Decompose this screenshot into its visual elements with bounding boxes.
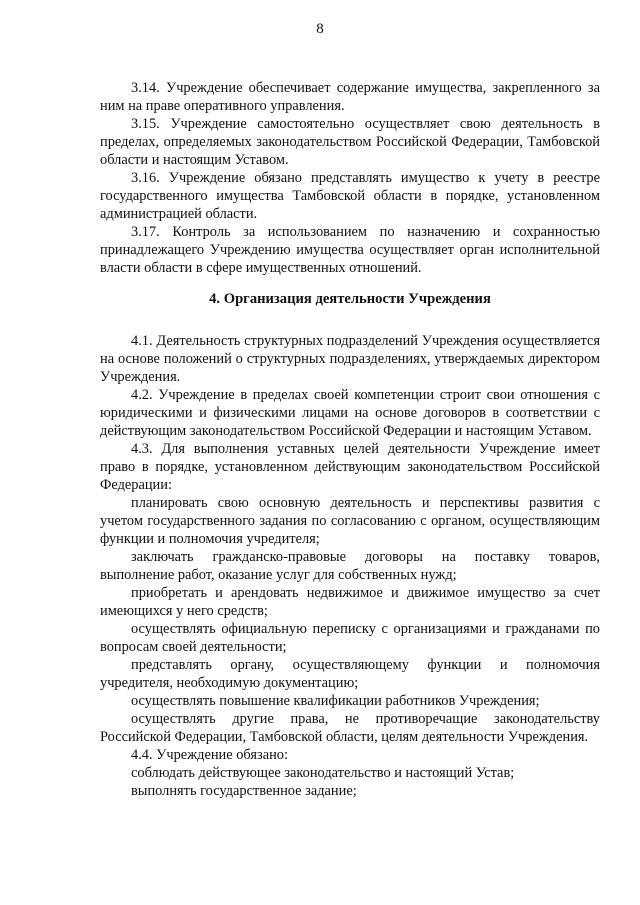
list-item: планировать свою основную деятельность и перспективы развития с учетом государственного задания по согласованию с органом, осуществляющим функции и полномочия учредителя; — [100, 495, 600, 547]
list-item: осуществлять официальную переписку с организациями и гражданами по вопросам своей деятельности; — [100, 621, 600, 655]
clause-3-16: 3.16. Учреждение обязано представлять имущество к учету в реестре государственного имущества Тамбовской области в порядке, установленном администрацией области. — [100, 170, 600, 222]
clause-3-17: 3.17. Контроль за использованием по назначению и сохранностью принадлежащего Учреждению имущества осуществляет орган исполнительной власти области в сфере имущественных отношений. — [100, 224, 600, 276]
list-item: осуществлять другие права, не противоречащие законодательству Российской Федерации, Тамбовской области, целям деятельности Учреждения. — [100, 711, 600, 745]
clause-4-1: 4.1. Деятельность структурных подразделений Учреждения осуществляется на основе положений о структурных подразделениях, утверждаемых директором Учреждения. — [100, 333, 600, 385]
list-item: представлять органу, осуществляющему функции и полномочия учредителя, необходимую документацию; — [100, 657, 600, 691]
clause-4-3: 4.3. Для выполнения уставных целей деятельности Учреждение имеет право в порядке, установленном действующим законодательством Российской Федерации: — [100, 441, 600, 493]
list-item: соблюдать действующее законодательство и настоящий Устав; — [131, 765, 515, 781]
list-item: осуществлять повышение квалификации работников Учреждения; — [131, 693, 540, 709]
clause-4-2: 4.2. Учреждение в пределах своей компетенции строит свои отношения с юридическими и физическими лицами на основе договоров в соответствии с действующим законодательством Российской Федерации и настоящим Уставом. — [100, 387, 600, 439]
list-item: приобретать и арендовать недвижимое и движимое имущество за счет имеющихся у него средств; — [100, 585, 600, 619]
clause-3-14: 3.14. Учреждение обеспечивает содержание имущества, закрепленного за ним на праве оперативного управления. — [100, 80, 600, 114]
list-item: заключать гражданско-правовые договоры на поставку товаров, выполнение работ, оказание услуг для собственных нужд; — [100, 549, 600, 583]
section-heading: 4. Организация деятельности Учреждения — [209, 291, 491, 307]
clause-4-4: 4.4. Учреждение обязано: — [131, 747, 288, 763]
clause-3-15: 3.15. Учреждение самостоятельно осуществляет свою деятельность в пределах, определяемых законодательством Российской Федерации, Тамбовской области и настоящим Уставом. — [100, 116, 600, 168]
document-body — [100, 79, 600, 800]
list-item: выполнять государственное задание; — [131, 783, 357, 799]
page-number: 8 — [316, 21, 324, 37]
